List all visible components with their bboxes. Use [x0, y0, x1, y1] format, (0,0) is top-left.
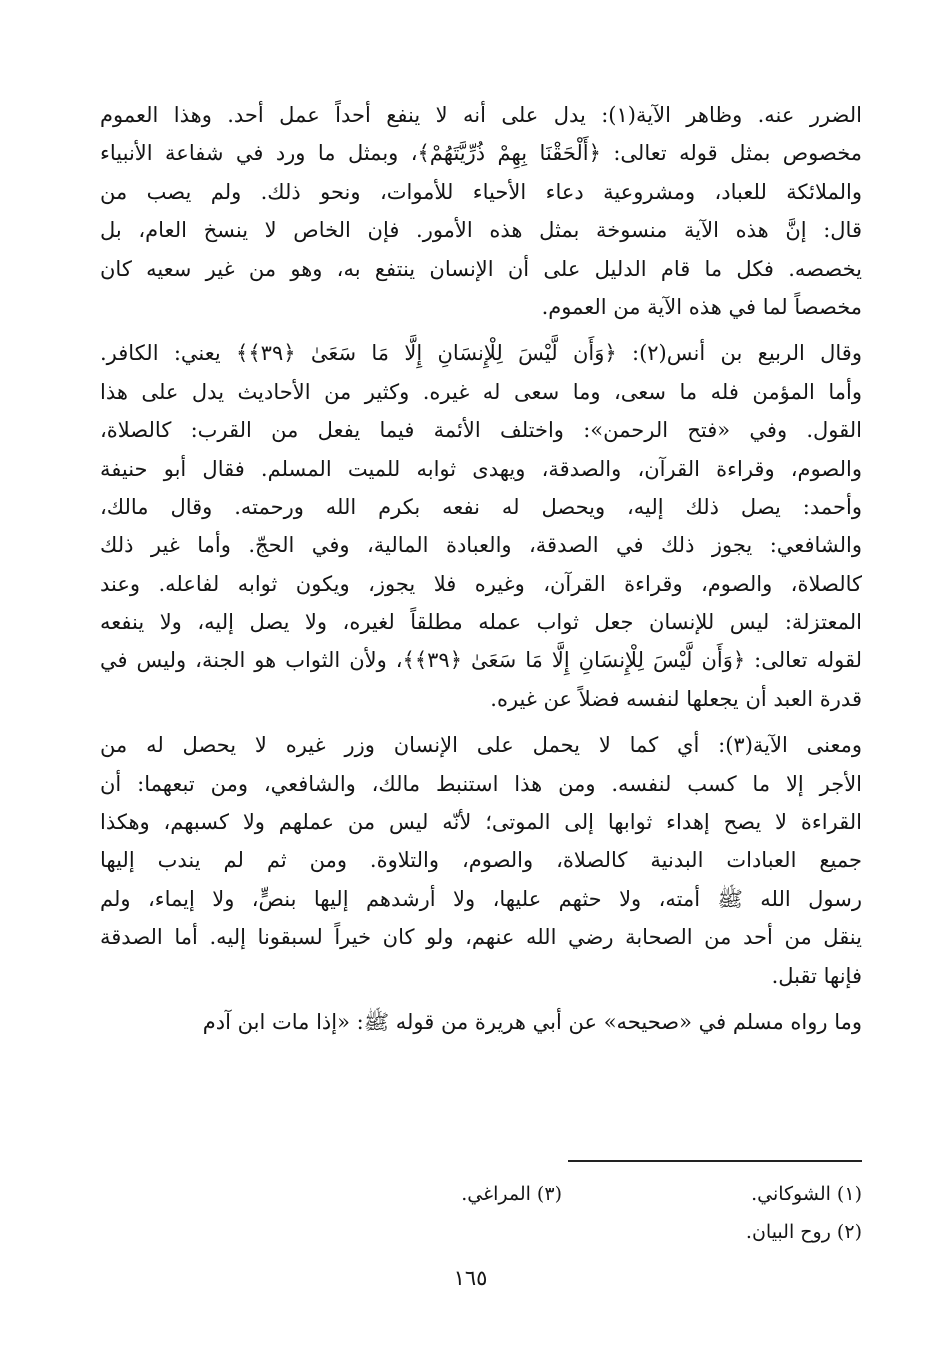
text-line: لقوله تعالى: ﴿وَأَن لَّيْسَ لِلْإِنسَانِ إِلَّا مَا سَعَىٰ ﴿٣٩﴾﴾، ولأن الثواب هو الجنة، وليس في — [100, 648, 862, 673]
text-line: كالصلاة، والصوم، وقراءة القرآن، وغيره فلا يجوز، ويكون ثوابه لفاعله. وعند — [100, 571, 862, 596]
text-line: وأحمد: يصل ذلك إليه، ويحصل له نفعه بكرم الله ورحمته. وقال مالك، — [100, 494, 862, 519]
page-number: ١٦٥ — [453, 1266, 488, 1290]
footnotes — [300, 1175, 862, 1251]
text-line: فإنها تقبل. — [771, 963, 862, 988]
paragraph — [100, 334, 862, 718]
paragraph-gap — [100, 718, 862, 726]
text-line: والملائكة للعباد، ومشروعية دعاء الأحياء للأموات، ونحو ذلك. ولم يصب من — [100, 179, 862, 204]
text-line: ومعنى الآية(٣): أي كما لا يحمل على الإنسان وزر غيره لا يحصل له من — [100, 733, 862, 758]
footnote-1: (١) الشوكاني. — [751, 1183, 862, 1205]
footnote-row — [300, 1175, 862, 1213]
text-line: قدرة العبد أن يجعلها لنفسه فضلاً عن غيره. — [490, 686, 862, 711]
text-line: الأجر إلا ما كسب لنفسه. ومن هذا استنبط مالك، والشافعي، ومن تبعهما: أن — [100, 771, 862, 796]
text-line: يخصصه. فكل ما قام الدليل على أن الإنسان ينتفع به، وهو من غير سعيه كان — [100, 256, 862, 281]
footnote-row — [300, 1213, 862, 1251]
text-line: وأما المؤمن فله ما سعى، وما سعى له غيره. وكثير من الأحاديث يدل على هذا — [100, 379, 862, 404]
text-line: مخصوص بمثل قوله تعالى: ﴿أَلْحَقْنَا بِهِمْ ذُرِّيَّتَهُمْ﴾، وبمثل ما ورد في شفاعة الأنبياء — [100, 141, 862, 166]
paragraph — [100, 726, 862, 995]
paragraph-gap — [100, 995, 862, 1003]
text-line: وما رواه مسلم في «صحيحه» عن أبي هريرة من قوله ﷺ: «إذا مات ابن آدم — [202, 1009, 862, 1034]
text-line: وقال الربيع بن أنس(٢): ﴿وَأَن لَّيْسَ لِلْإِنسَانِ إِلَّا مَا سَعَىٰ ﴿٣٩﴾﴾ يعني: الكافر. — [100, 341, 862, 366]
text-line: جميع العبادات البدنية كالصلاة، والصوم، والتلاوة. ومن ثم لم يندب إليها — [100, 848, 862, 873]
text-line: والصوم، وقراءة القرآن، والصدقة، ويهدى ثوابه للميت المسلم. فقال أبو حنيفة — [100, 456, 862, 481]
footnote-3: (٣) المراغي. — [461, 1183, 562, 1205]
footnote-2: (٢) روح البيان. — [745, 1221, 862, 1243]
text-line: قال: إنَّ هذه الآية منسوخة بمثل هذه الأمور. فإن الخاص لا ينسخ العام، بل — [100, 218, 862, 243]
paragraph — [100, 96, 862, 326]
text-line: القول. وفي «فتح الرحمن»: واختلف الأئمة فيما يفعل من القرب: كالصلاة، — [100, 418, 862, 443]
text-line: رسول الله ﷺ أمته، ولا حثهم عليها، ولا أرشدهم إليها بنصٍّ، ولا إيماء، ولم — [100, 886, 862, 911]
paragraph-gap — [100, 326, 862, 334]
text-line: الضرر عنه. وظاهر الآية(١): يدل على أنه لا ينفع أحداً عمل أحد. وهذا العموم — [100, 103, 862, 127]
main-text — [100, 96, 862, 1041]
text-line: مخصصاً لما في هذه الآية من العموم. — [541, 294, 862, 319]
text-line: المعتزلة: ليس للإنسان جعل ثواب عمله مطلقاً لغيره، ولا يصل إليه، ولا ينفعه — [100, 610, 862, 635]
paragraph — [100, 1003, 862, 1041]
text-line: ينقل من أحد من الصحابة رضي الله عنهم، ولو كان خيراً لسبقونا إليه. أما الصدقة — [100, 925, 862, 950]
text-line: القراءة لا يصح إهداء ثوابها إلى الموتى؛ لأنّه ليس من عملهم ولا كسبهم، وهكذا — [100, 810, 862, 835]
text-line: والشافعي: يجوز ذلك في الصدقة، والعبادة المالية، وفي الحجّ. وأما غير ذلك — [100, 533, 862, 558]
footnote-separator — [568, 1160, 862, 1162]
